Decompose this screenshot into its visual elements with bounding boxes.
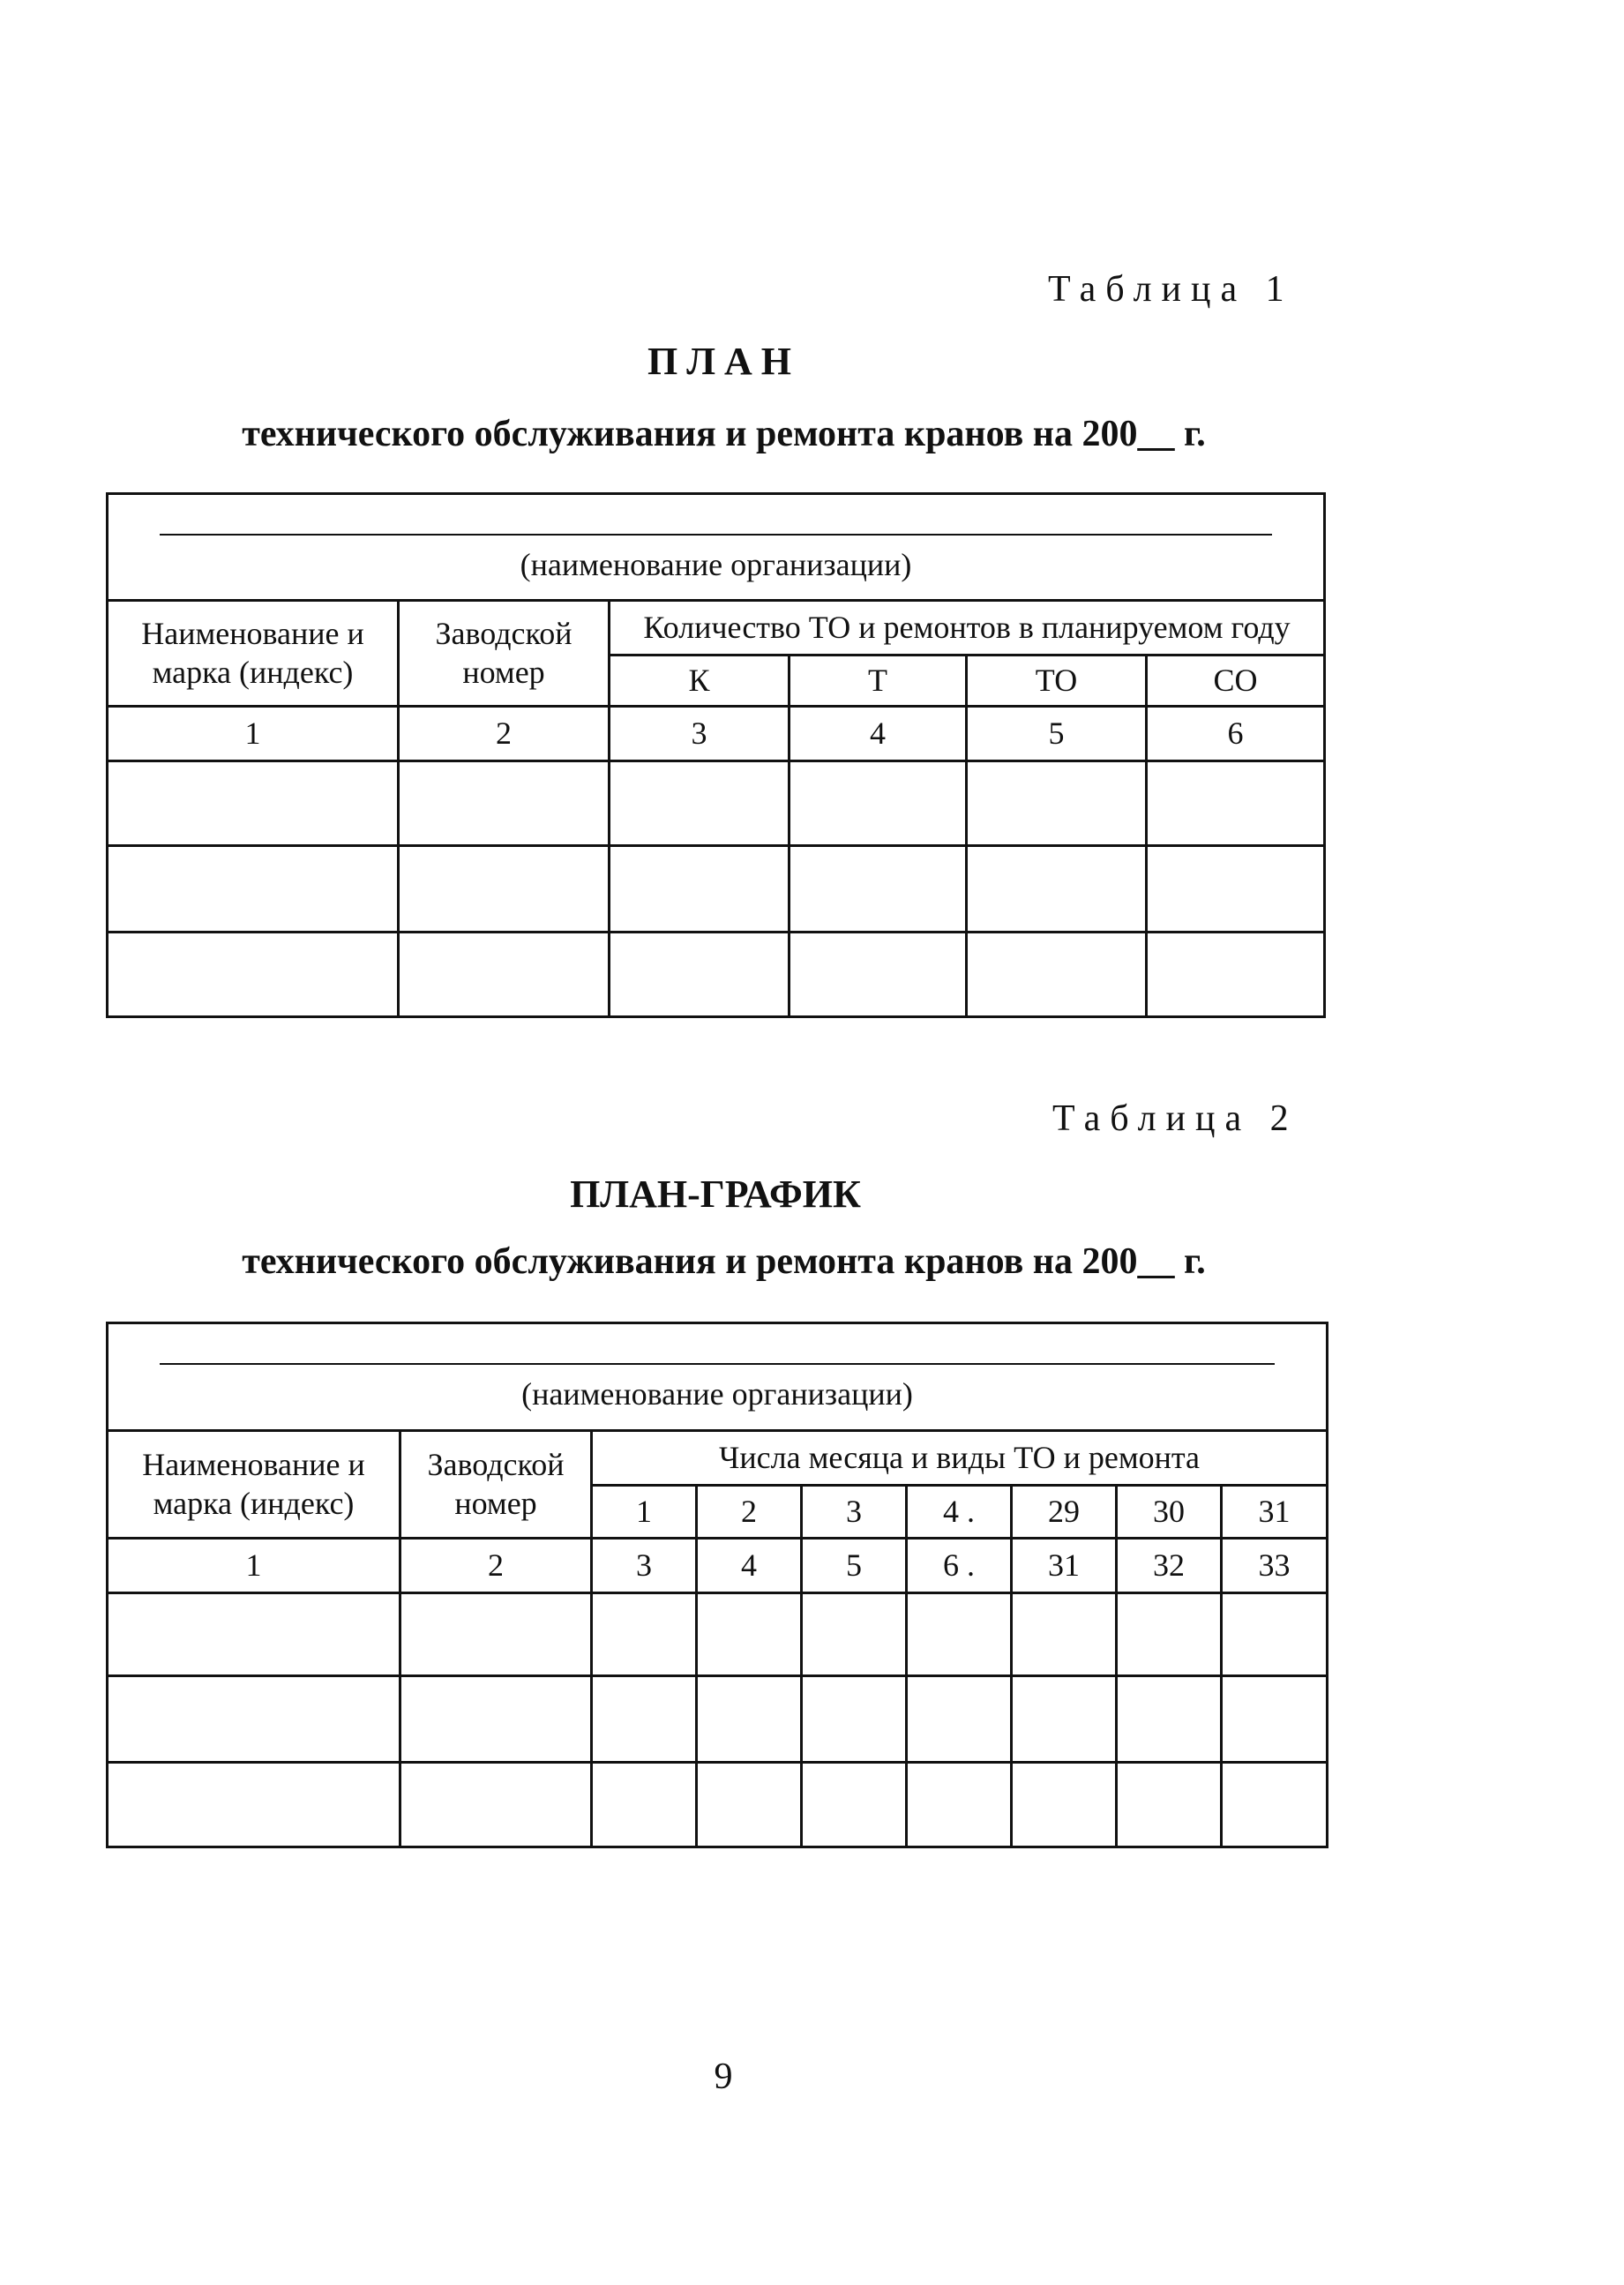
- column-number: 4: [697, 1539, 802, 1593]
- column-number: 6 .: [907, 1539, 1012, 1593]
- organization-name-caption: (наименование организации): [520, 547, 912, 582]
- empty-cell: [1012, 1763, 1117, 1847]
- table-row: [108, 933, 1325, 1017]
- column-number: 31: [1012, 1539, 1117, 1593]
- empty-cell: [108, 1676, 400, 1763]
- subheader-to: ТО: [967, 656, 1147, 707]
- table-row: [108, 1763, 1328, 1847]
- table-2-label: Таблица 2: [1052, 1098, 1298, 1139]
- empty-cell: [610, 846, 790, 933]
- table-row: [108, 1593, 1328, 1676]
- empty-cell: [610, 933, 790, 1017]
- column-number: 2: [400, 1539, 592, 1593]
- empty-cell: [400, 1676, 592, 1763]
- empty-cell: [108, 1593, 400, 1676]
- empty-cell: [790, 761, 967, 846]
- empty-cell: [1147, 933, 1325, 1017]
- empty-cell: [400, 1763, 592, 1847]
- empty-cell: [790, 933, 967, 1017]
- subheader-day: 2: [697, 1486, 802, 1539]
- plan-schedule-table: [106, 1322, 1328, 1848]
- empty-cell: [399, 933, 610, 1017]
- empty-cell: [108, 933, 399, 1017]
- column-number: 33: [1222, 1539, 1328, 1593]
- empty-cell: [108, 761, 399, 846]
- empty-cell: [907, 1593, 1012, 1676]
- empty-cell: [108, 846, 399, 933]
- empty-cell: [399, 761, 610, 846]
- empty-cell: [1147, 761, 1325, 846]
- empty-cell: [399, 846, 610, 933]
- header-serial-number: Заводской номер: [400, 1431, 592, 1539]
- subheader-day: 30: [1117, 1486, 1222, 1539]
- empty-cell: [967, 846, 1147, 933]
- empty-cell: [967, 933, 1147, 1017]
- subheader-day: 31: [1222, 1486, 1328, 1539]
- header-serial-number: Заводской номер: [399, 601, 610, 707]
- header-month-days: Числа месяца и виды ТО и ремонта: [592, 1431, 1328, 1486]
- empty-cell: [1117, 1593, 1222, 1676]
- header-maintenance-count: Количество ТО и ремонтов в планируемом году: [610, 601, 1325, 656]
- empty-cell: [697, 1763, 802, 1847]
- column-number: 5: [967, 707, 1147, 761]
- subheader-k: К: [610, 656, 790, 707]
- column-number: 6: [1147, 707, 1325, 761]
- empty-cell: [1147, 846, 1325, 933]
- organization-name-cell: [108, 494, 1325, 601]
- empty-cell: [1222, 1593, 1328, 1676]
- subheader-t: Т: [790, 656, 967, 707]
- organization-name-line: [160, 1363, 1275, 1365]
- organization-name-cell: [108, 1323, 1328, 1431]
- table-row: [108, 1676, 1328, 1763]
- empty-cell: [400, 1593, 592, 1676]
- column-number: 2: [399, 707, 610, 761]
- empty-cell: [592, 1763, 697, 1847]
- plan-table: [106, 492, 1326, 1018]
- table-1-title: ПЛАН: [647, 340, 800, 383]
- subheader-so: СО: [1147, 656, 1325, 707]
- organization-name-line: [160, 534, 1272, 536]
- column-number: 1: [108, 1539, 400, 1593]
- empty-cell: [802, 1676, 907, 1763]
- table-row: [108, 761, 1325, 846]
- header-name-brand: Наименование и марка (индекс): [108, 1431, 400, 1539]
- empty-cell: [592, 1676, 697, 1763]
- empty-cell: [1012, 1676, 1117, 1763]
- empty-cell: [802, 1593, 907, 1676]
- subheader-day: 3: [802, 1486, 907, 1539]
- table-row: [108, 846, 1325, 933]
- empty-cell: [108, 1763, 400, 1847]
- subheader-day: 1: [592, 1486, 697, 1539]
- empty-cell: [1012, 1593, 1117, 1676]
- empty-cell: [592, 1593, 697, 1676]
- table-2-subtitle: технического обслуживания и ремонта кранов на 200__ г.: [242, 1241, 1206, 1282]
- empty-cell: [610, 761, 790, 846]
- empty-cell: [1117, 1676, 1222, 1763]
- table-1-subtitle: технического обслуживания и ремонта кранов на 200__ г.: [242, 414, 1206, 454]
- empty-cell: [1222, 1763, 1328, 1847]
- subheader-day: 29: [1012, 1486, 1117, 1539]
- empty-cell: [907, 1763, 1012, 1847]
- column-number: 4: [790, 707, 967, 761]
- column-number: 1: [108, 707, 399, 761]
- empty-cell: [790, 846, 967, 933]
- empty-cell: [1222, 1676, 1328, 1763]
- empty-cell: [697, 1676, 802, 1763]
- column-number: 3: [610, 707, 790, 761]
- column-number: 3: [592, 1539, 697, 1593]
- subheader-day: 4 .: [907, 1486, 1012, 1539]
- header-name-brand: Наименование и марка (индекс): [108, 601, 399, 707]
- empty-cell: [697, 1593, 802, 1676]
- page-number: 9: [714, 2056, 733, 2097]
- organization-name-caption: (наименование организации): [521, 1376, 913, 1412]
- table-2-title: ПЛАН-ГРАФИК: [570, 1172, 861, 1216]
- empty-cell: [1117, 1763, 1222, 1847]
- column-number: 5: [802, 1539, 907, 1593]
- empty-cell: [802, 1763, 907, 1847]
- empty-cell: [967, 761, 1147, 846]
- table-1-label: Таблица 1: [1048, 269, 1294, 310]
- empty-cell: [907, 1676, 1012, 1763]
- column-number: 32: [1117, 1539, 1222, 1593]
